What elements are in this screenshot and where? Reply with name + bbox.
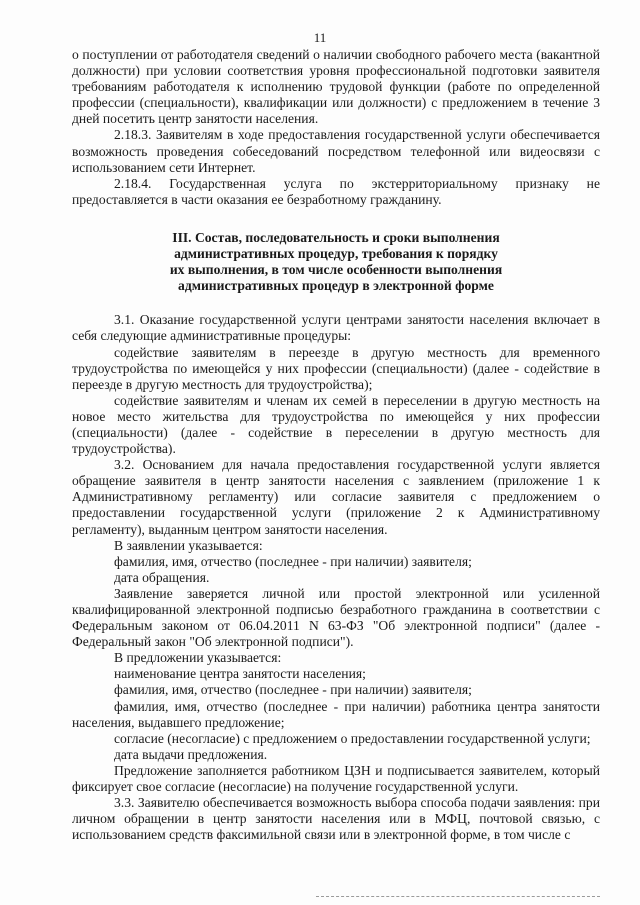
- paragraph-3-3: 3.3. Заявителю обеспечивается возможность выбора способа подачи заявления: при личном обращении в центр занятости населения или в МФЦ, почтовой связью, с использованием средств факсимильной связи или в электронной форме, в том числе с: [72, 795, 600, 843]
- paragraph-offer-name: фамилия, имя, отчество (последнее - при наличии) заявителя;: [114, 682, 472, 698]
- paragraph-application-date: дата обращения.: [114, 569, 210, 585]
- paragraph-3-1-item-relocation: содействие заявителям в переезде в другую местность для временного трудоустройства по имеющейся у них профессии (специальности) (далее - содействие в переезде в другую местность для трудоустройства);: [72, 344, 600, 392]
- section-heading-line: административных процедур, требования к порядку: [174, 246, 498, 262]
- section-heading-line: их выполнения, в том числе особенности выполнения: [169, 262, 503, 278]
- document-body: [72, 47, 600, 843]
- paragraph-offer-date: дата выдачи предложения.: [114, 746, 268, 762]
- paragraph-offer-worker: фамилия, имя, отчество (последнее - при наличии) работника центра занятости населения, выдавшего предложение;: [72, 698, 600, 730]
- paragraph-3-1: 3.1. Оказание государственной услуги центрами занятости населения включает в себя следующие административные процедуры:: [72, 312, 600, 344]
- paragraph-3-2: 3.2. Основанием для начала предоставления государственной услуги является обращение заявителя в центр занятости населения с заявлением (приложение 1 к Административному регламенту) или согласие заявителя с предложением о предоставлении государственной услуги (приложение 2 к Административному регламенту), выданным центром занятости населения.: [72, 457, 600, 537]
- page-number: 11: [313, 30, 327, 45]
- paragraph-offer-fill: Предложение заполняется работником ЦЗН и подписывается заявителем, который фиксирует свое согласие (несогласие) на получение государственной услуги.: [72, 762, 600, 795]
- paragraph-application-name: фамилия, имя, отчество (последнее - при наличии) заявителя;: [114, 553, 472, 569]
- paragraph-offer-intro: В предложении указывается:: [114, 650, 282, 666]
- paragraph-offer-center: наименование центра занятости населения;: [114, 666, 366, 682]
- paragraph-offer-consent: согласие (несогласие) с предложением о предоставлении государственной услуги;: [114, 730, 591, 746]
- paragraph-continuation: о поступлении от работодателя сведений о наличии свободного рабочего места (вакантной должности) при условии соответствия уровня профессиональной подготовки заявителя требованиям работодателя к исполнению трудовой функции (работе по определенной профессии (специальности), квалификации или должности) с предложением в течение 3 дней посетить центр занятости населения.: [72, 47, 600, 127]
- paragraph-application-signature: Заявление заверяется личной или простой электронной или усиленной квалифицированной электронной подписью безработного гражданина в соответствии с Федеральным законом от 06.04.2011 N 63-ФЗ "Об электронной подписи" (далее - Федеральный закон "Об электронной подписи").: [72, 585, 600, 650]
- section-heading: [72, 230, 600, 294]
- paragraph-3-1-item-resettlement: содействие заявителям и членам их семей в переселении в другую местность на новое место жительства для трудоустройства по имеющейся у них профессии (специальности) (далее - содействие в переселении в другую местность для трудоустройства).: [72, 392, 600, 457]
- paragraph-2-18-4: 2.18.4. Государственная услуга по экстерриториальному признаку не предоставляется в части оказания ее безработному гражданину.: [72, 175, 600, 207]
- footer-dashed-rule: [316, 896, 600, 897]
- section-heading-line: административных процедур в электронной форме: [178, 278, 494, 294]
- section-heading-line: III. Состав, последовательность и сроки выполнения: [172, 229, 500, 245]
- paragraph-application-intro: В заявлении указывается:: [114, 537, 263, 553]
- paragraph-2-18-3: 2.18.3. Заявителям в ходе предоставления государственной услуги обеспечивается возможность проведения собеседований посредством телефонной или видеосвязи с использованием сети Интернет.: [72, 127, 600, 175]
